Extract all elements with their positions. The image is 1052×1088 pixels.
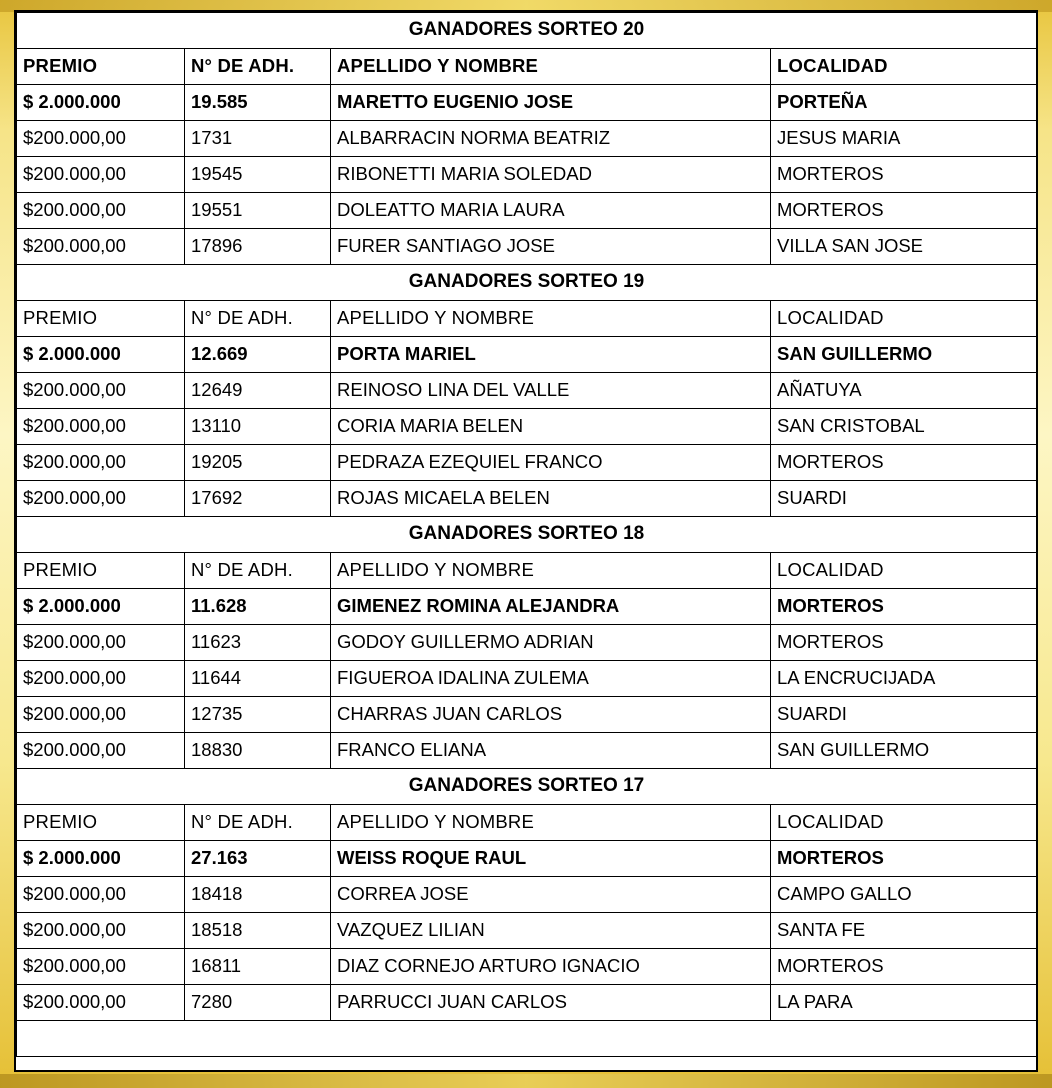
cell-premio: $200.000,00 xyxy=(17,229,185,265)
section-title-row xyxy=(17,13,1037,49)
cell-premio: $200.000,00 xyxy=(17,697,185,733)
cell-apellido-nombre: PORTA MARIEL xyxy=(331,337,771,373)
cell-premio: $200.000,00 xyxy=(17,625,185,661)
table-row xyxy=(17,949,1037,985)
cell-apellido-nombre: ROJAS MICAELA BELEN xyxy=(331,481,771,517)
table-row xyxy=(17,229,1037,265)
cell-apellido-nombre: FRANCO ELIANA xyxy=(331,733,771,769)
cell-numero-adherente: 18830 xyxy=(185,733,331,769)
table-row xyxy=(17,589,1037,625)
column-header-adherente: N° DE ADH. xyxy=(185,553,331,589)
cell-apellido-nombre: ALBARRACIN NORMA BEATRIZ xyxy=(331,121,771,157)
cell-numero-adherente: 12735 xyxy=(185,697,331,733)
column-header-localidad: LOCALIDAD xyxy=(771,49,1037,85)
cell-localidad: MORTEROS xyxy=(771,157,1037,193)
table-row xyxy=(17,85,1037,121)
cell-apellido-nombre: GIMENEZ ROMINA ALEJANDRA xyxy=(331,589,771,625)
column-header-row xyxy=(17,553,1037,589)
cell-numero-adherente: 18418 xyxy=(185,877,331,913)
cell-localidad: SUARDI xyxy=(771,481,1037,517)
cell-numero-adherente: 19545 xyxy=(185,157,331,193)
cell-apellido-nombre: CHARRAS JUAN CARLOS xyxy=(331,697,771,733)
column-header-apellido-nombre: APELLIDO Y NOMBRE xyxy=(331,805,771,841)
results-sheet xyxy=(14,10,1038,1072)
cell-localidad: MORTEROS xyxy=(771,625,1037,661)
table-row xyxy=(17,625,1037,661)
cell-apellido-nombre: RIBONETTI MARIA SOLEDAD xyxy=(331,157,771,193)
table-row xyxy=(17,661,1037,697)
cell-localidad: AÑATUYA xyxy=(771,373,1037,409)
cell-apellido-nombre: MARETTO EUGENIO JOSE xyxy=(331,85,771,121)
cell-premio: $200.000,00 xyxy=(17,949,185,985)
cell-localidad: MORTEROS xyxy=(771,949,1037,985)
column-header-localidad: LOCALIDAD xyxy=(771,301,1037,337)
cell-numero-adherente: 17692 xyxy=(185,481,331,517)
cell-numero-adherente: 11623 xyxy=(185,625,331,661)
cell-premio: $200.000,00 xyxy=(17,733,185,769)
winners-table xyxy=(16,12,1037,1057)
cell-numero-adherente: 11.628 xyxy=(185,589,331,625)
cell-apellido-nombre: GODOY GUILLERMO ADRIAN xyxy=(331,625,771,661)
column-header-adherente: N° DE ADH. xyxy=(185,49,331,85)
cell-apellido-nombre: PARRUCCI JUAN CARLOS xyxy=(331,985,771,1021)
cell-apellido-nombre: CORREA JOSE xyxy=(331,877,771,913)
column-header-localidad: LOCALIDAD xyxy=(771,805,1037,841)
cell-apellido-nombre: FURER SANTIAGO JOSE xyxy=(331,229,771,265)
table-row xyxy=(17,409,1037,445)
column-header-apellido-nombre: APELLIDO Y NOMBRE xyxy=(331,301,771,337)
cell-numero-adherente: 27.163 xyxy=(185,841,331,877)
cell-localidad: SAN GUILLERMO xyxy=(771,733,1037,769)
section-title-row xyxy=(17,517,1037,553)
table-row xyxy=(17,697,1037,733)
section-title: GANADORES SORTEO 20 xyxy=(17,13,1037,49)
cell-numero-adherente: 16811 xyxy=(185,949,331,985)
column-header-premio: PREMIO xyxy=(17,301,185,337)
cell-localidad: SAN GUILLERMO xyxy=(771,337,1037,373)
section-title-row xyxy=(17,265,1037,301)
column-header-row xyxy=(17,805,1037,841)
column-header-localidad: LOCALIDAD xyxy=(771,553,1037,589)
table-row xyxy=(17,121,1037,157)
table-row xyxy=(17,481,1037,517)
cell-numero-adherente: 13110 xyxy=(185,409,331,445)
cell-localidad: CAMPO GALLO xyxy=(771,877,1037,913)
column-header-row xyxy=(17,301,1037,337)
column-header-premio: PREMIO xyxy=(17,49,185,85)
section-title-row xyxy=(17,769,1037,805)
cell-localidad: SANTA FE xyxy=(771,913,1037,949)
cell-localidad: SAN CRISTOBAL xyxy=(771,409,1037,445)
cell-premio: $ 2.000.000 xyxy=(17,841,185,877)
cell-numero-adherente: 11644 xyxy=(185,661,331,697)
cell-numero-adherente: 19.585 xyxy=(185,85,331,121)
table-row xyxy=(17,373,1037,409)
table-row xyxy=(17,337,1037,373)
cell-premio: $ 2.000.000 xyxy=(17,589,185,625)
table-row xyxy=(17,193,1037,229)
cell-premio: $200.000,00 xyxy=(17,373,185,409)
cell-numero-adherente: 1731 xyxy=(185,121,331,157)
column-header-apellido-nombre: APELLIDO Y NOMBRE xyxy=(331,553,771,589)
section-title: GANADORES SORTEO 19 xyxy=(17,265,1037,301)
column-header-adherente: N° DE ADH. xyxy=(185,301,331,337)
cell-numero-adherente: 19205 xyxy=(185,445,331,481)
cell-localidad: LA PARA xyxy=(771,985,1037,1021)
table-row xyxy=(17,733,1037,769)
column-header-premio: PREMIO xyxy=(17,553,185,589)
cell-apellido-nombre: DOLEATTO MARIA LAURA xyxy=(331,193,771,229)
cell-numero-adherente: 18518 xyxy=(185,913,331,949)
cell-apellido-nombre: REINOSO LINA DEL VALLE xyxy=(331,373,771,409)
table-row xyxy=(17,877,1037,913)
cell-localidad: MORTEROS xyxy=(771,445,1037,481)
cell-premio: $200.000,00 xyxy=(17,481,185,517)
cell-apellido-nombre: VAZQUEZ LILIAN xyxy=(331,913,771,949)
cell-apellido-nombre: WEISS ROQUE RAUL xyxy=(331,841,771,877)
cell-localidad: VILLA SAN JOSE xyxy=(771,229,1037,265)
column-header-apellido-nombre: APELLIDO Y NOMBRE xyxy=(331,49,771,85)
cell-premio: $200.000,00 xyxy=(17,157,185,193)
cell-premio: $ 2.000.000 xyxy=(17,85,185,121)
cell-premio: $200.000,00 xyxy=(17,445,185,481)
section-title: GANADORES SORTEO 17 xyxy=(17,769,1037,805)
cell-localidad: LA ENCRUCIJADA xyxy=(771,661,1037,697)
cell-premio: $200.000,00 xyxy=(17,877,185,913)
cell-premio: $200.000,00 xyxy=(17,661,185,697)
column-header-adherente: N° DE ADH. xyxy=(185,805,331,841)
table-row xyxy=(17,985,1037,1021)
section-title: GANADORES SORTEO 18 xyxy=(17,517,1037,553)
cell-apellido-nombre: PEDRAZA EZEQUIEL FRANCO xyxy=(331,445,771,481)
cell-numero-adherente: 19551 xyxy=(185,193,331,229)
table-row xyxy=(17,445,1037,481)
cell-localidad: JESUS MARIA xyxy=(771,121,1037,157)
cell-numero-adherente: 7280 xyxy=(185,985,331,1021)
cell-localidad: SUARDI xyxy=(771,697,1037,733)
cell-apellido-nombre: CORIA MARIA BELEN xyxy=(331,409,771,445)
cell-localidad: PORTEÑA xyxy=(771,85,1037,121)
cell-premio: $200.000,00 xyxy=(17,913,185,949)
table-row xyxy=(17,841,1037,877)
cell-localidad: MORTEROS xyxy=(771,589,1037,625)
cell-apellido-nombre: DIAZ CORNEJO ARTURO IGNACIO xyxy=(331,949,771,985)
column-header-premio: PREMIO xyxy=(17,805,185,841)
cell-premio: $200.000,00 xyxy=(17,193,185,229)
cell-premio: $200.000,00 xyxy=(17,121,185,157)
column-header-row xyxy=(17,49,1037,85)
cell-numero-adherente: 17896 xyxy=(185,229,331,265)
cell-premio: $ 2.000.000 xyxy=(17,337,185,373)
cell-apellido-nombre: FIGUEROA IDALINA ZULEMA xyxy=(331,661,771,697)
cell-premio: $200.000,00 xyxy=(17,985,185,1021)
cell-numero-adherente: 12.669 xyxy=(185,337,331,373)
table-row xyxy=(17,157,1037,193)
table-row xyxy=(17,913,1037,949)
cell-localidad: MORTEROS xyxy=(771,841,1037,877)
cell-premio: $200.000,00 xyxy=(17,409,185,445)
cell-localidad: MORTEROS xyxy=(771,193,1037,229)
cell-numero-adherente: 12649 xyxy=(185,373,331,409)
blank-area-cell xyxy=(17,1021,1037,1057)
blank-area xyxy=(17,1021,1037,1057)
